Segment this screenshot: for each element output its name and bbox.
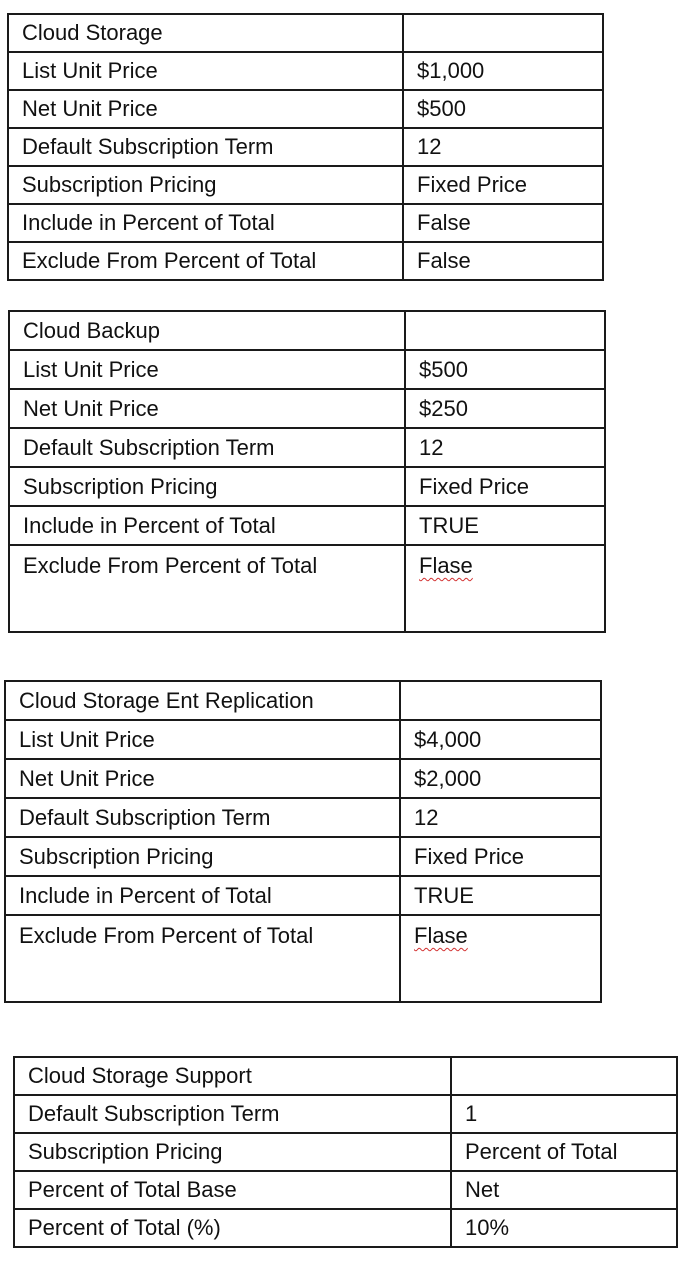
row-label: Net Unit Price bbox=[9, 389, 405, 428]
row-value: $1,000 bbox=[403, 52, 603, 90]
table-row bbox=[9, 545, 605, 632]
table-header-row bbox=[8, 14, 603, 52]
table-row bbox=[5, 759, 601, 798]
table-row bbox=[8, 242, 603, 280]
cloud-storage-table bbox=[7, 13, 604, 281]
table-title: Cloud Backup bbox=[9, 311, 405, 350]
table-row bbox=[9, 428, 605, 467]
table-row bbox=[9, 389, 605, 428]
table-row bbox=[5, 720, 601, 759]
row-label: Percent of Total (%) bbox=[14, 1209, 451, 1247]
row-value: TRUE bbox=[405, 506, 605, 545]
cloud-storage-support-table bbox=[13, 1056, 678, 1248]
table-title-value bbox=[451, 1057, 677, 1095]
row-label: Exclude From Percent of Total bbox=[8, 242, 403, 280]
row-value bbox=[405, 545, 605, 632]
row-value: False bbox=[403, 204, 603, 242]
table-row bbox=[9, 506, 605, 545]
row-label: Net Unit Price bbox=[8, 90, 403, 128]
row-value: 12 bbox=[405, 428, 605, 467]
table-title-value bbox=[403, 14, 603, 52]
row-label: Default Subscription Term bbox=[5, 798, 400, 837]
row-label: Include in Percent of Total bbox=[9, 506, 405, 545]
row-value: Fixed Price bbox=[403, 166, 603, 204]
table-row bbox=[9, 350, 605, 389]
row-value: Fixed Price bbox=[400, 837, 601, 876]
row-value: Net bbox=[451, 1171, 677, 1209]
table-header-row bbox=[5, 681, 601, 720]
table-row bbox=[14, 1209, 677, 1247]
row-value: $500 bbox=[403, 90, 603, 128]
row-label: Exclude From Percent of Total bbox=[5, 915, 400, 1002]
table-title-value bbox=[400, 681, 601, 720]
row-label: List Unit Price bbox=[5, 720, 400, 759]
row-value: 1 bbox=[451, 1095, 677, 1133]
table-row bbox=[14, 1095, 677, 1133]
row-label: Subscription Pricing bbox=[8, 166, 403, 204]
row-value: $500 bbox=[405, 350, 605, 389]
table-row bbox=[5, 798, 601, 837]
cloud-storage-ent-replication-table bbox=[4, 680, 602, 1003]
row-label: Default Subscription Term bbox=[9, 428, 405, 467]
row-value: 12 bbox=[403, 128, 603, 166]
row-label: Percent of Total Base bbox=[14, 1171, 451, 1209]
row-value: TRUE bbox=[400, 876, 601, 915]
row-value: Percent of Total bbox=[451, 1133, 677, 1171]
table-title: Cloud Storage Support bbox=[14, 1057, 451, 1095]
table-row bbox=[14, 1133, 677, 1171]
table-row bbox=[8, 166, 603, 204]
row-label: Include in Percent of Total bbox=[5, 876, 400, 915]
row-value: $250 bbox=[405, 389, 605, 428]
row-label: Default Subscription Term bbox=[8, 128, 403, 166]
row-label: Subscription Pricing bbox=[9, 467, 405, 506]
row-label: Subscription Pricing bbox=[5, 837, 400, 876]
row-label: Subscription Pricing bbox=[14, 1133, 451, 1171]
misspelled-value: Flase bbox=[414, 923, 468, 948]
table-title: Cloud Storage Ent Replication bbox=[5, 681, 400, 720]
table-row bbox=[9, 467, 605, 506]
row-value: False bbox=[403, 242, 603, 280]
table-header-row bbox=[14, 1057, 677, 1095]
row-value bbox=[400, 915, 601, 1002]
table-title: Cloud Storage bbox=[8, 14, 403, 52]
row-label: Include in Percent of Total bbox=[8, 204, 403, 242]
table-row bbox=[5, 915, 601, 1002]
row-value: $2,000 bbox=[400, 759, 601, 798]
misspelled-value: Flase bbox=[419, 553, 473, 578]
row-label: List Unit Price bbox=[8, 52, 403, 90]
table-row bbox=[8, 128, 603, 166]
table-title-value bbox=[405, 311, 605, 350]
cloud-backup-table bbox=[8, 310, 606, 633]
row-value: 10% bbox=[451, 1209, 677, 1247]
table-header-row bbox=[9, 311, 605, 350]
row-label: Exclude From Percent of Total bbox=[9, 545, 405, 632]
table-row bbox=[8, 90, 603, 128]
row-label: List Unit Price bbox=[9, 350, 405, 389]
row-label: Net Unit Price bbox=[5, 759, 400, 798]
row-value: 12 bbox=[400, 798, 601, 837]
table-row bbox=[8, 52, 603, 90]
row-label: Default Subscription Term bbox=[14, 1095, 451, 1133]
row-value: $4,000 bbox=[400, 720, 601, 759]
table-row bbox=[14, 1171, 677, 1209]
table-row bbox=[5, 837, 601, 876]
row-value: Fixed Price bbox=[405, 467, 605, 506]
table-row bbox=[5, 876, 601, 915]
table-row bbox=[8, 204, 603, 242]
